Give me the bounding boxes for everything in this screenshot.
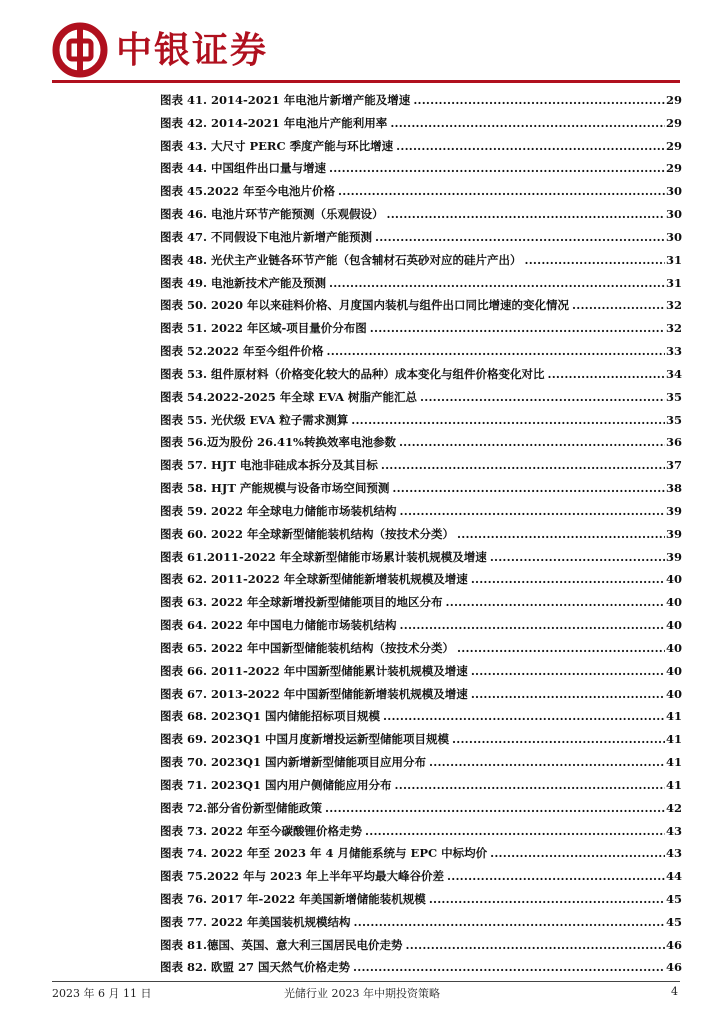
figure-list [160,89,682,979]
toc-entry-label: 图表 63. 2022 年全球新增投新型储能项目的地区分布 [160,595,443,610]
toc-entry-page: 42 [665,800,682,815]
toc-entry-label: 图表 64. 2022 年中国电力储能市场装机结构 [160,618,397,633]
toc-entry-page: 35 [665,389,682,404]
toc-entry-label: 图表 56.迈为股份 26.41%转换效率电池参数 [160,435,396,450]
toc-entry-page: 33 [665,344,682,359]
toc-entry-label: 图表 73. 2022 年至今碳酸锂价格走势 [160,823,363,838]
toc-entry-label: 图表 48. 光伏主产业链各环节产能（包含辅材石英砂对应的硅片产出） [160,252,522,267]
toc-entry[interactable] [160,157,682,180]
toc-dot-leader [353,956,665,979]
toc-entry-label: 图表 44. 中国组件出口量与增速 [160,161,327,176]
toc-entry-page: 29 [665,161,682,176]
toc-dot-leader [420,386,665,409]
toc-entry-page: 40 [665,640,682,655]
toc-entry[interactable] [160,660,682,683]
footer-page-number: 4 [671,985,678,998]
toc-entry-page: 40 [665,572,682,587]
toc-dot-leader [387,203,665,226]
toc-entry-page: 41 [665,709,682,724]
toc-entry-page: 39 [665,549,682,564]
toc-dot-leader [452,728,665,751]
toc-entry-page: 43 [665,823,682,838]
toc-entry[interactable] [160,454,682,477]
toc-dot-leader [490,546,665,569]
toc-entry-page: 34 [665,366,682,381]
toc-dot-leader [525,249,665,272]
toc-entry[interactable] [160,728,682,751]
toc-entry-label: 图表 57. HJT 电池非硅成本拆分及其目标 [160,458,378,473]
toc-entry-label: 图表 75.2022 年与 2023 年上半年平均最大峰谷价差 [160,869,445,884]
toc-entry-page: 30 [665,229,682,244]
toc-dot-leader [396,135,665,158]
toc-entry-label: 图表 45.2022 年至今电池片价格 [160,184,336,199]
toc-dot-leader [471,568,665,591]
toc-dot-leader [351,409,665,432]
toc-entry-page: 30 [665,207,682,222]
toc-entry-page: 36 [665,435,682,450]
toc-entry[interactable] [160,683,682,706]
toc-dot-leader [370,317,665,340]
toc-entry-label: 图表 68. 2023Q1 国内储能招标项目规模 [160,709,381,724]
toc-dot-leader [400,614,665,637]
toc-entry[interactable] [160,568,682,591]
toc-entry-page: 41 [665,755,682,770]
toc-entry[interactable] [160,774,682,797]
toc-dot-leader [406,934,665,957]
toc-entry-label: 图表 72.部分省份新型储能政策 [160,800,323,815]
footer-report-title: 光储行业 2023 年中期投资策略 [284,987,440,1000]
toc-entry-page: 30 [665,184,682,199]
toc-dot-leader [457,523,665,546]
toc-dot-leader [329,272,665,295]
header-divider [52,80,680,83]
toc-entry-label: 图表 42. 2014-2021 年电池片产能利用率 [160,115,388,130]
toc-entry[interactable] [160,226,682,249]
toc-entry[interactable] [160,180,682,203]
toc-dot-leader [446,591,665,614]
toc-entry[interactable] [160,249,682,272]
toc-entry[interactable] [160,820,682,843]
toc-entry-label: 图表 77. 2022 年美国装机规模结构 [160,914,351,929]
toc-dot-leader [429,751,665,774]
bank-of-china-logo-icon [52,22,108,78]
toc-entry[interactable] [160,591,682,614]
toc-entry-page: 31 [665,275,682,290]
toc-dot-leader [471,683,665,706]
toc-entry-label: 图表 54.2022-2025 年全球 EVA 树脂产能汇总 [160,389,418,404]
toc-entry-page: 45 [665,891,682,906]
toc-entry[interactable] [160,272,682,295]
toc-entry[interactable] [160,705,682,728]
toc-entry-page: 41 [665,732,682,747]
toc-entry[interactable] [160,203,682,226]
toc-entry[interactable] [160,637,682,660]
toc-dot-leader [390,112,665,135]
toc-dot-leader [365,820,665,843]
toc-entry[interactable] [160,888,682,911]
toc-entry-page: 29 [665,93,682,107]
toc-entry-page: 37 [665,458,682,473]
toc-entry-page: 32 [665,298,682,313]
toc-dot-leader [327,340,665,363]
toc-entry-label: 图表 74. 2022 年至 2023 年 4 月储能系统与 EPC 中标均价 [160,846,488,861]
toc-entry[interactable] [160,911,682,934]
toc-entry[interactable] [160,294,682,317]
toc-entry[interactable] [160,431,682,454]
toc-entry-page: 39 [665,526,682,541]
toc-entry-page: 44 [665,869,682,884]
toc-entry-page: 43 [665,846,682,861]
toc-entry[interactable] [160,363,682,386]
toc-entry-page: 40 [665,618,682,633]
toc-dot-leader [413,89,665,112]
toc-entry[interactable] [160,112,682,135]
toc-entry-page: 40 [665,686,682,701]
page-header [52,22,682,78]
toc-entry-label: 图表 70. 2023Q1 国内新增新型储能项目应用分布 [160,755,427,770]
toc-entry-label: 图表 55. 光伏级 EVA 粒子需求测算 [160,412,349,427]
toc-dot-leader [383,705,665,728]
toc-dot-leader [471,660,665,683]
toc-entry-label: 图表 50. 2020 年以来硅料价格、月度国内装机与组件出口同比增速的变化情况 [160,298,570,313]
toc-entry[interactable] [160,546,682,569]
toc-entry-label: 图表 60. 2022 年全球新型储能装机结构（按技术分类） [160,526,455,541]
toc-entry-label: 图表 52.2022 年至今组件价格 [160,344,324,359]
toc-entry-label: 图表 81.德国、英国、意大利三国居民电价走势 [160,937,403,952]
toc-entry[interactable] [160,500,682,523]
toc-dot-leader [325,797,665,820]
toc-dot-leader [338,180,665,203]
toc-entry[interactable] [160,386,682,409]
toc-dot-leader [400,500,665,523]
toc-entry-label: 图表 71. 2023Q1 国内用户侧储能应用分布 [160,777,392,792]
toc-dot-leader [329,157,665,180]
toc-entry-label: 图表 47. 不同假设下电池片新增产能预测 [160,229,373,244]
toc-entry-page: 38 [665,481,682,496]
toc-entry-page: 45 [665,914,682,929]
toc-entry[interactable] [160,842,682,865]
toc-entry[interactable] [160,956,682,979]
toc-entry-page: 41 [665,777,682,792]
toc-dot-leader [429,888,665,911]
toc-entry-label: 图表 58. HJT 产能规模与设备市场空间预测 [160,481,390,496]
toc-entry-page: 29 [665,115,682,130]
toc-entry[interactable] [160,89,682,112]
toc-entry-label: 图表 65. 2022 年中国新型储能装机结构（按技术分类） [160,640,455,655]
toc-entry-label: 图表 41. 2014-2021 年电池片新增产能及增速 [160,93,411,107]
toc-entry-page: 46 [665,960,682,975]
toc-entry[interactable] [160,135,682,158]
toc-entry[interactable] [160,523,682,546]
toc-entry-page: 31 [665,252,682,267]
toc-entry[interactable] [160,409,682,432]
toc-entry[interactable] [160,934,682,957]
toc-dot-leader [381,454,665,477]
toc-dot-leader [447,865,665,888]
toc-entry-page: 39 [665,503,682,518]
toc-entry-label: 图表 67. 2013-2022 年中国新型储能新增装机规模及增速 [160,686,468,701]
toc-dot-leader [572,294,665,317]
toc-dot-leader [354,911,665,934]
toc-entry-page: 35 [665,412,682,427]
toc-dot-leader [490,842,665,865]
toc-entry-label: 图表 46. 电池片环节产能预测（乐观假设） [160,207,384,222]
toc-dot-leader [399,431,665,454]
toc-entry-label: 图表 82. 欧盟 27 国天然气价格走势 [160,960,351,975]
toc-entry-label: 图表 66. 2011-2022 年中国新型储能累计装机规模及增速 [160,663,468,678]
toc-entry-label: 图表 59. 2022 年全球电力储能市场装机结构 [160,503,397,518]
toc-entry-label: 图表 51. 2022 年区域-项目量价分布图 [160,321,367,336]
toc-entry[interactable] [160,751,682,774]
toc-entry-label: 图表 53. 组件原材料（价格变化较大的品种）成本变化与组件价格变化对比 [160,366,545,381]
footer-divider [52,981,680,982]
toc-entry-label: 图表 49. 电池新技术产能及预测 [160,275,327,290]
toc-dot-leader [375,226,665,249]
footer-date: 2023 年 6 月 11 日 [52,987,152,1000]
toc-entry[interactable] [160,340,682,363]
toc-dot-leader [395,774,665,797]
toc-entry-label: 图表 43. 大尺寸 PERC 季度产能与环比增速 [160,138,394,153]
toc-entry[interactable] [160,317,682,340]
toc-entry-page: 40 [665,595,682,610]
toc-entry[interactable] [160,797,682,820]
toc-entry-label: 图表 62. 2011-2022 年全球新型储能新增装机规模及增速 [160,572,468,587]
toc-entry[interactable] [160,477,682,500]
toc-dot-leader [548,363,665,386]
toc-entry-page: 29 [665,138,682,153]
toc-entry-label: 图表 69. 2023Q1 中国月度新增投运新型储能项目规模 [160,732,450,747]
toc-dot-leader [392,477,665,500]
toc-entry-label: 图表 76. 2017 年-2022 年美国新增储能装机规模 [160,891,426,906]
toc-dot-leader [457,637,665,660]
toc-entry[interactable] [160,865,682,888]
toc-entry-page: 32 [665,321,682,336]
toc-entry[interactable] [160,614,682,637]
toc-entry-page: 46 [665,937,682,952]
brand-name: 中银证券 [116,29,269,71]
toc-entry-label: 图表 61.2011-2022 年全球新型储能市场累计装机规模及增速 [160,549,487,564]
toc-entry-page: 40 [665,663,682,678]
